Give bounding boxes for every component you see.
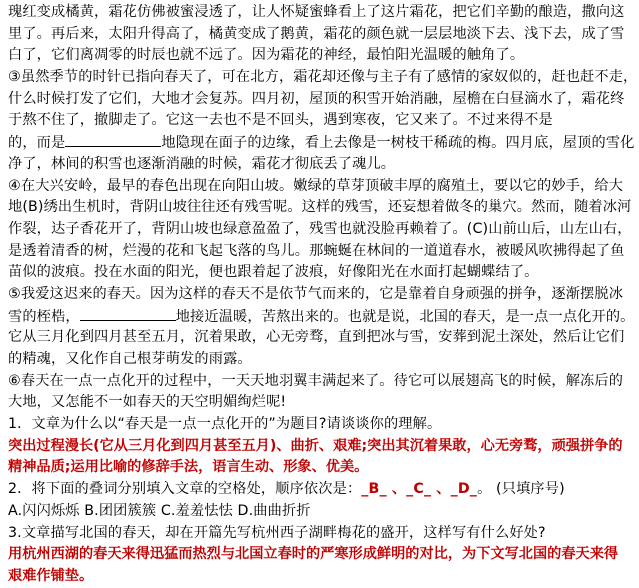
text-line: ④在大兴安岭，最早的春色出现在向阳山坡。嫩绿的草芽顶破丰厚的腐殖土，要以它的妙手，给大 — [8, 177, 624, 194]
text-line-with-blank — [8, 306, 635, 328]
text-line: 于熬不住了，撤脚走了。它这一去也不是不回头，遇到寒夜，它又来了。不过来得不是 — [8, 112, 553, 129]
question-2-text: 2．将下面的叠词分别填入文章的空格处，顺序依次是： — [8, 481, 362, 498]
answer-1-line: 精神品质;运用比喻的修辞手法，语言生动、形象、优美。 — [8, 459, 369, 476]
text-line-with-blank — [8, 132, 635, 154]
question-1: 1．文章为什么以“春天是一点一点化开的”为题目?请谈谈你的理解。 — [8, 416, 442, 433]
text-line: 大地，又怎能不一如春天的天空明媚绚烂呢! — [8, 394, 287, 411]
text-line: 什么时候打发了它们，大地才会复苏。四月初，屋顶的积雪开始消融，屋檐在白昼滴水了，霜花终 — [8, 90, 625, 107]
text-line: ⑤我爱这迟来的春天。因为这样的春天不是依节气而来的，它是靠着自身顽强的拼争，逐渐摆脱冰 — [8, 285, 624, 302]
text-line: 作裂，达子香花开了，背阴山坡也绿意盈盈了，残雪也就没脸再赖着了。(C)山前山后，山左山右， — [8, 220, 632, 237]
text-line: 的精魂，又化作自己根芽萌发的雨露。 — [8, 351, 252, 367]
text-line: 里了。再后来，太阳升得高了，橘黄变成了鹅黄，霜花的颜色就一层层地淡下去、浅下去，成了雪 — [8, 25, 625, 42]
text-line: 是透着清香的树，烂漫的花和飞起飞落的鸟儿。那蜿蜒在林间的一道道春水，被暖风吹拂得起了鱼 — [8, 242, 625, 259]
text-line: ⑥春天在一点一点化开的过程中，一天天地羽翼丰满起来了。待它可以展翅高飞的时候，解冻后的 — [8, 372, 624, 389]
text-line: 瑰红变成橘黄，霜花仿佛被蜜浸透了，让人怀疑蜜蜂看上了这片霜花，把它们辛勤的酿造，撒向这 — [8, 4, 625, 20]
answer-3-line: 用杭州西湖的春天来得迅猛而热烈与北国立春时的严寒形成鲜明的对比，为下文写北国的春天来得 — [8, 546, 619, 563]
text-segment: 雪的桎梏， — [8, 308, 80, 325]
text-line: 净了，林间的积雪也逐渐消融的时候，霜花才彻底丢了魂儿。 — [8, 155, 396, 172]
question-2-options: A.闪闪烁烁 B.团团簇簇 C.羞羞怯怯 D.曲曲折折 — [8, 502, 311, 519]
question-2 — [8, 479, 629, 501]
fill-blank — [80, 306, 176, 321]
question-2-suffix: 。 (只填序号) — [477, 481, 565, 498]
text-line: 它从三月化到四月甚至五月，沉着果敢，心无旁骛，直到把冰与雪，安葬到泥土深处，然后让它们 — [8, 329, 625, 346]
fill-blank — [65, 132, 161, 147]
text-line: 地(B)绣出生机时，背阴山坡往往还有残雪呢。这样的残雪，还妄想着做冬的巢穴。然而，随着冰河 — [8, 199, 632, 216]
question-3: 3.文章描写北国的春天，却在开篇先写杭州西子湖畔梅花的盛开，这样写有什么好处? — [8, 524, 546, 541]
text-line: 苗似的波痕。投在水面的阳光，便也跟着起了波痕，好像阳光在水面打起蝴蝶结了。 — [8, 264, 539, 281]
text-line: ③虽然季节的时针已指向春天了，可在北方，霜花却还像与主子有了感情的家奴似的，赶也赶不走， — [8, 69, 638, 86]
text-segment: 的，而是 — [8, 135, 66, 152]
answer-1-line: 突出过程漫长(它从三月化到四月甚至五月)、曲折、艰难;突出其沉着果敢，心无旁骛，顽强拼争的 — [8, 437, 623, 454]
answer-3-line: 艰难作铺垫。 — [8, 567, 94, 584]
answer-2: _B_ 、_C_ 、_D_ — [361, 481, 478, 498]
text-segment: 地接近温暖，苦熬出来的。也就是说，北国的春天，是一点一点化开的。 — [175, 308, 635, 325]
text-line: 白了，它们离凋零的时辰也就不远了。因为霜花的神经，最怕阳光温暖的触角了。 — [8, 47, 525, 64]
text-segment: 地隐现在面子的边缘，看上去像是一树枝干稀疏的梅。四月底，屋顶的雪化 — [161, 135, 635, 152]
